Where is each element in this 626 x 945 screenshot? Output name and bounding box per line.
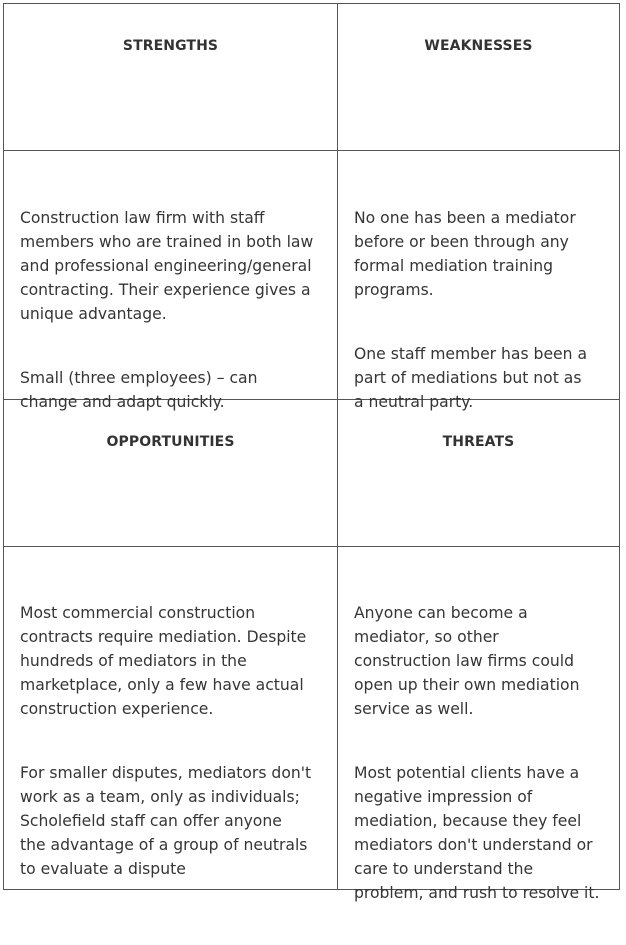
threats-header-cell (338, 400, 619, 547)
strengths-paragraph: Small (three employees) – can change and adapt quickly. (20, 369, 258, 411)
opportunities-paragraph: Most commercial construction contracts require mediation. Despite hundreds of mediators in the marketplace, only a few have actual construction experience. (20, 604, 307, 718)
weaknesses-heading: WEAKNESSES (424, 38, 533, 54)
opportunities-heading: OPPORTUNITIES (106, 434, 235, 450)
opportunities-header-cell (4, 400, 338, 547)
strengths-header-cell (4, 4, 338, 151)
threats-content (354, 577, 611, 945)
weaknesses-header-cell (338, 4, 619, 151)
opportunities-content (20, 577, 329, 921)
weaknesses-content-cell (338, 151, 619, 411)
threats-heading: THREATS (442, 434, 515, 450)
opportunities-paragraph: For smaller disputes, mediators don't work as a team, only as individuals; Scholefield staff can offer anyone the advantage of a group of neutrals to evaluate a dispute (20, 764, 312, 878)
threats-paragraph: Anyone can become a mediator, so other construction law firms could open up their own mediation service as well. (354, 604, 580, 718)
weaknesses-paragraph: One staff member has been a part of mediations but not as a neutral party. (354, 345, 588, 411)
strengths-content-cell (4, 151, 338, 411)
strengths-paragraph: Construction law firm with staff members who are trained in both law and professional engineering/general contracting. Their experience gives a unique advantage. (20, 209, 314, 323)
threats-content-cell (338, 547, 619, 902)
weaknesses-paragraph: No one has been a mediator before or been through any formal mediation training programs. (354, 209, 576, 299)
threats-paragraph: Most potential clients have a negative impression of mediation, because they feel mediators don't understand or care to understand the problem, and rush to resolve it. (354, 764, 600, 902)
swot-table (3, 3, 620, 902)
strengths-heading: STRENGTHS (122, 38, 219, 54)
opportunities-content-cell (4, 547, 338, 889)
